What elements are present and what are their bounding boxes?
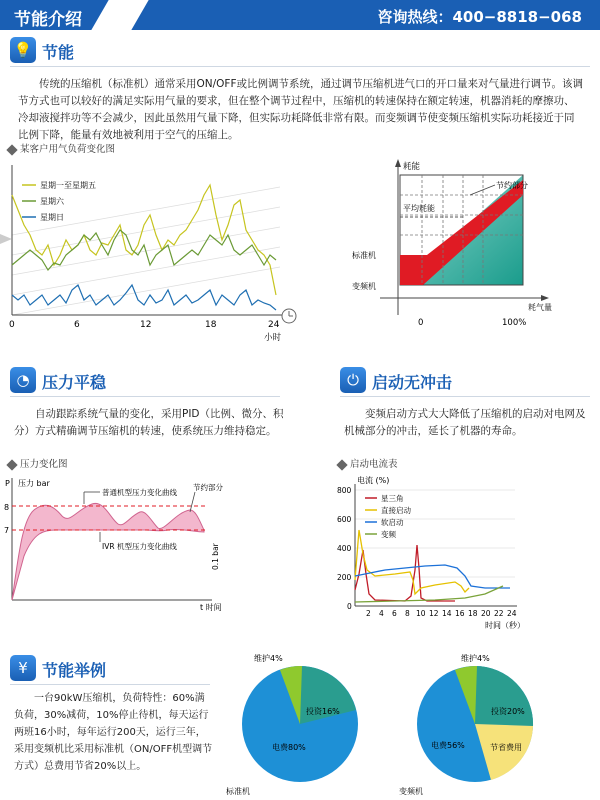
x-tick: 12	[140, 320, 152, 330]
y-tick: 200	[337, 573, 352, 582]
save-label: 节约部分	[193, 483, 223, 492]
std-label: 标准机	[352, 251, 376, 260]
save-label: 节约部分	[496, 181, 528, 190]
startup-paragraph: 变频启动方式大大降低了压缩机的启动对电网及机械部分的冲击，延长了机器的寿命。	[344, 408, 586, 437]
energy-consumption-chart	[345, 155, 595, 340]
example-title: 节能举例	[42, 661, 107, 680]
y-tick: 800	[337, 486, 352, 495]
y-tick: 600	[337, 515, 352, 524]
pressure-paragraph: 自动跟踪系统气量的变化，采用PID（比例、微分、积分）方式精确调节压缩机的转速，使系统压力维持稳定。	[14, 408, 284, 437]
series-soft	[355, 565, 510, 588]
legend-saturday: 星期六	[40, 197, 64, 206]
divider	[10, 684, 210, 685]
x-label: 耗气量	[528, 303, 552, 312]
x-tick: 8	[405, 609, 410, 618]
pie-label: 维护4%	[461, 654, 490, 663]
legend-weekday: 星期一至星期五	[40, 181, 96, 190]
legend-soft: 软启动	[381, 518, 404, 527]
p-label: P	[5, 479, 10, 488]
legend-direct: 直接启动	[381, 506, 411, 515]
header-divider	[91, 0, 148, 30]
y-label: 压力 bar	[18, 479, 50, 488]
lightbulb-icon: 💡	[10, 37, 36, 63]
divider	[10, 66, 590, 67]
series-saturday	[12, 230, 276, 270]
header-bar	[0, 0, 600, 30]
y-tick: 400	[337, 544, 352, 553]
legend-sunday: 星期日	[40, 213, 64, 222]
x-tick: 18	[205, 320, 217, 330]
y-tick-7: 7	[4, 526, 10, 535]
x-tick: 0	[418, 318, 424, 328]
chart1-caption-text: 某客户用气负荷变化图	[20, 144, 116, 155]
hotline: 咨询热线：400−8818−068	[377, 8, 582, 26]
energy-title: 节能	[42, 43, 75, 62]
x-tick: 2	[366, 609, 371, 618]
pie-vfd	[395, 650, 555, 800]
series-sunday	[12, 285, 276, 310]
series-direct	[355, 530, 469, 594]
pie-standard	[220, 650, 380, 800]
x-tick: 18	[468, 609, 478, 618]
divider	[340, 396, 590, 397]
pressure-chart	[0, 470, 300, 615]
x-tick: 100%	[502, 318, 527, 328]
ivr-curve-label: IVR 机型压力变化曲线	[102, 542, 177, 551]
x-tick: 6	[392, 609, 397, 618]
x-tick: 22	[494, 609, 504, 618]
pressure-chart-caption	[8, 456, 68, 470]
x-unit: 小时	[264, 333, 282, 343]
startup-title: 启动无冲击	[372, 373, 453, 392]
y-label: 耗能	[403, 162, 421, 172]
y-label: 电流 (%)	[357, 476, 390, 485]
x-tick: 6	[74, 320, 80, 330]
x-tick: 10	[416, 609, 426, 618]
x-tick: 20	[481, 609, 491, 618]
x-tick: 4	[379, 609, 384, 618]
arrow-marker	[0, 234, 12, 244]
x-label: 时间（秒）	[485, 621, 525, 630]
load-curve-chart	[0, 155, 300, 345]
legend-vfd: 变频	[381, 530, 396, 539]
normal-curve-label: 普通机型压力变化曲线	[102, 488, 177, 497]
page-title: 节能介绍	[14, 10, 82, 30]
x-tick: 24	[507, 609, 517, 618]
avg-label: 平均耗能	[403, 204, 435, 213]
y-tick-8: 8	[4, 503, 10, 512]
example-paragraph: 一台90kW压缩机，负荷特性：60%满负荷，30%减荷，10%停止待机，每天运行两班16小时，每年运行200天，运行三年，采用变频机比采用标准机（ON/OFF机型调节方式）总费用节省20%以上。	[14, 693, 213, 772]
startup-chart-caption-text: 启动电流表	[350, 459, 398, 470]
pie-slice-investment	[475, 666, 533, 726]
pressure-chart-caption-text: 压力变化图	[20, 459, 68, 470]
money-card-icon: ¥	[10, 655, 36, 681]
pie-label: 节省费用	[490, 743, 522, 752]
y-tick: 0	[347, 602, 352, 611]
divider	[10, 396, 280, 397]
x-tick: 12	[429, 609, 439, 618]
pie-label: 投资16%	[306, 707, 340, 716]
chart1-caption	[8, 141, 115, 155]
pie-name: 标准机	[226, 787, 250, 796]
energy-paragraph: 传统的压缩机（标准机）通常采用ON/OFF或比例调节系统，通过调节压缩机进气口的开口量来对气量进行调节。该调节方式也可以较好的满足实际用气量的要求，但在整个调节过程中，压缩机的转速保持在额定转速，机器消耗的摩擦功、冷却液搅拌功等不会减少，因此虽然用气量下降，但实际功耗降低非常有限。而变频调节使变频压缩机实际功耗接近于同比例下降，能量有效地被利用于空气的压缩上。	[18, 78, 583, 141]
x-tick: 0	[9, 320, 15, 330]
power-icon: ⏻	[340, 367, 366, 393]
startup-chart-caption	[338, 456, 398, 470]
x-tick: 24	[268, 320, 280, 330]
delta-label: 0.1 bar	[211, 543, 220, 570]
pie-label: 电费80%	[272, 743, 306, 752]
vfd-label: 变频机	[352, 282, 376, 291]
pie-label: 维护4%	[254, 654, 283, 663]
pie-name: 变频机	[399, 787, 423, 796]
savings-area	[12, 503, 204, 600]
x-tick: 16	[455, 609, 465, 618]
pressure-title: 压力平稳	[42, 373, 107, 392]
x-tick: 14	[442, 609, 452, 618]
x-label: t 时间	[200, 603, 222, 612]
pie-label: 投资20%	[491, 707, 525, 716]
gauge-icon: ◔	[10, 367, 36, 393]
startup-current-chart	[335, 470, 595, 630]
legend-star-delta: 星三角	[381, 494, 404, 503]
pie-label: 电费56%	[431, 741, 465, 750]
